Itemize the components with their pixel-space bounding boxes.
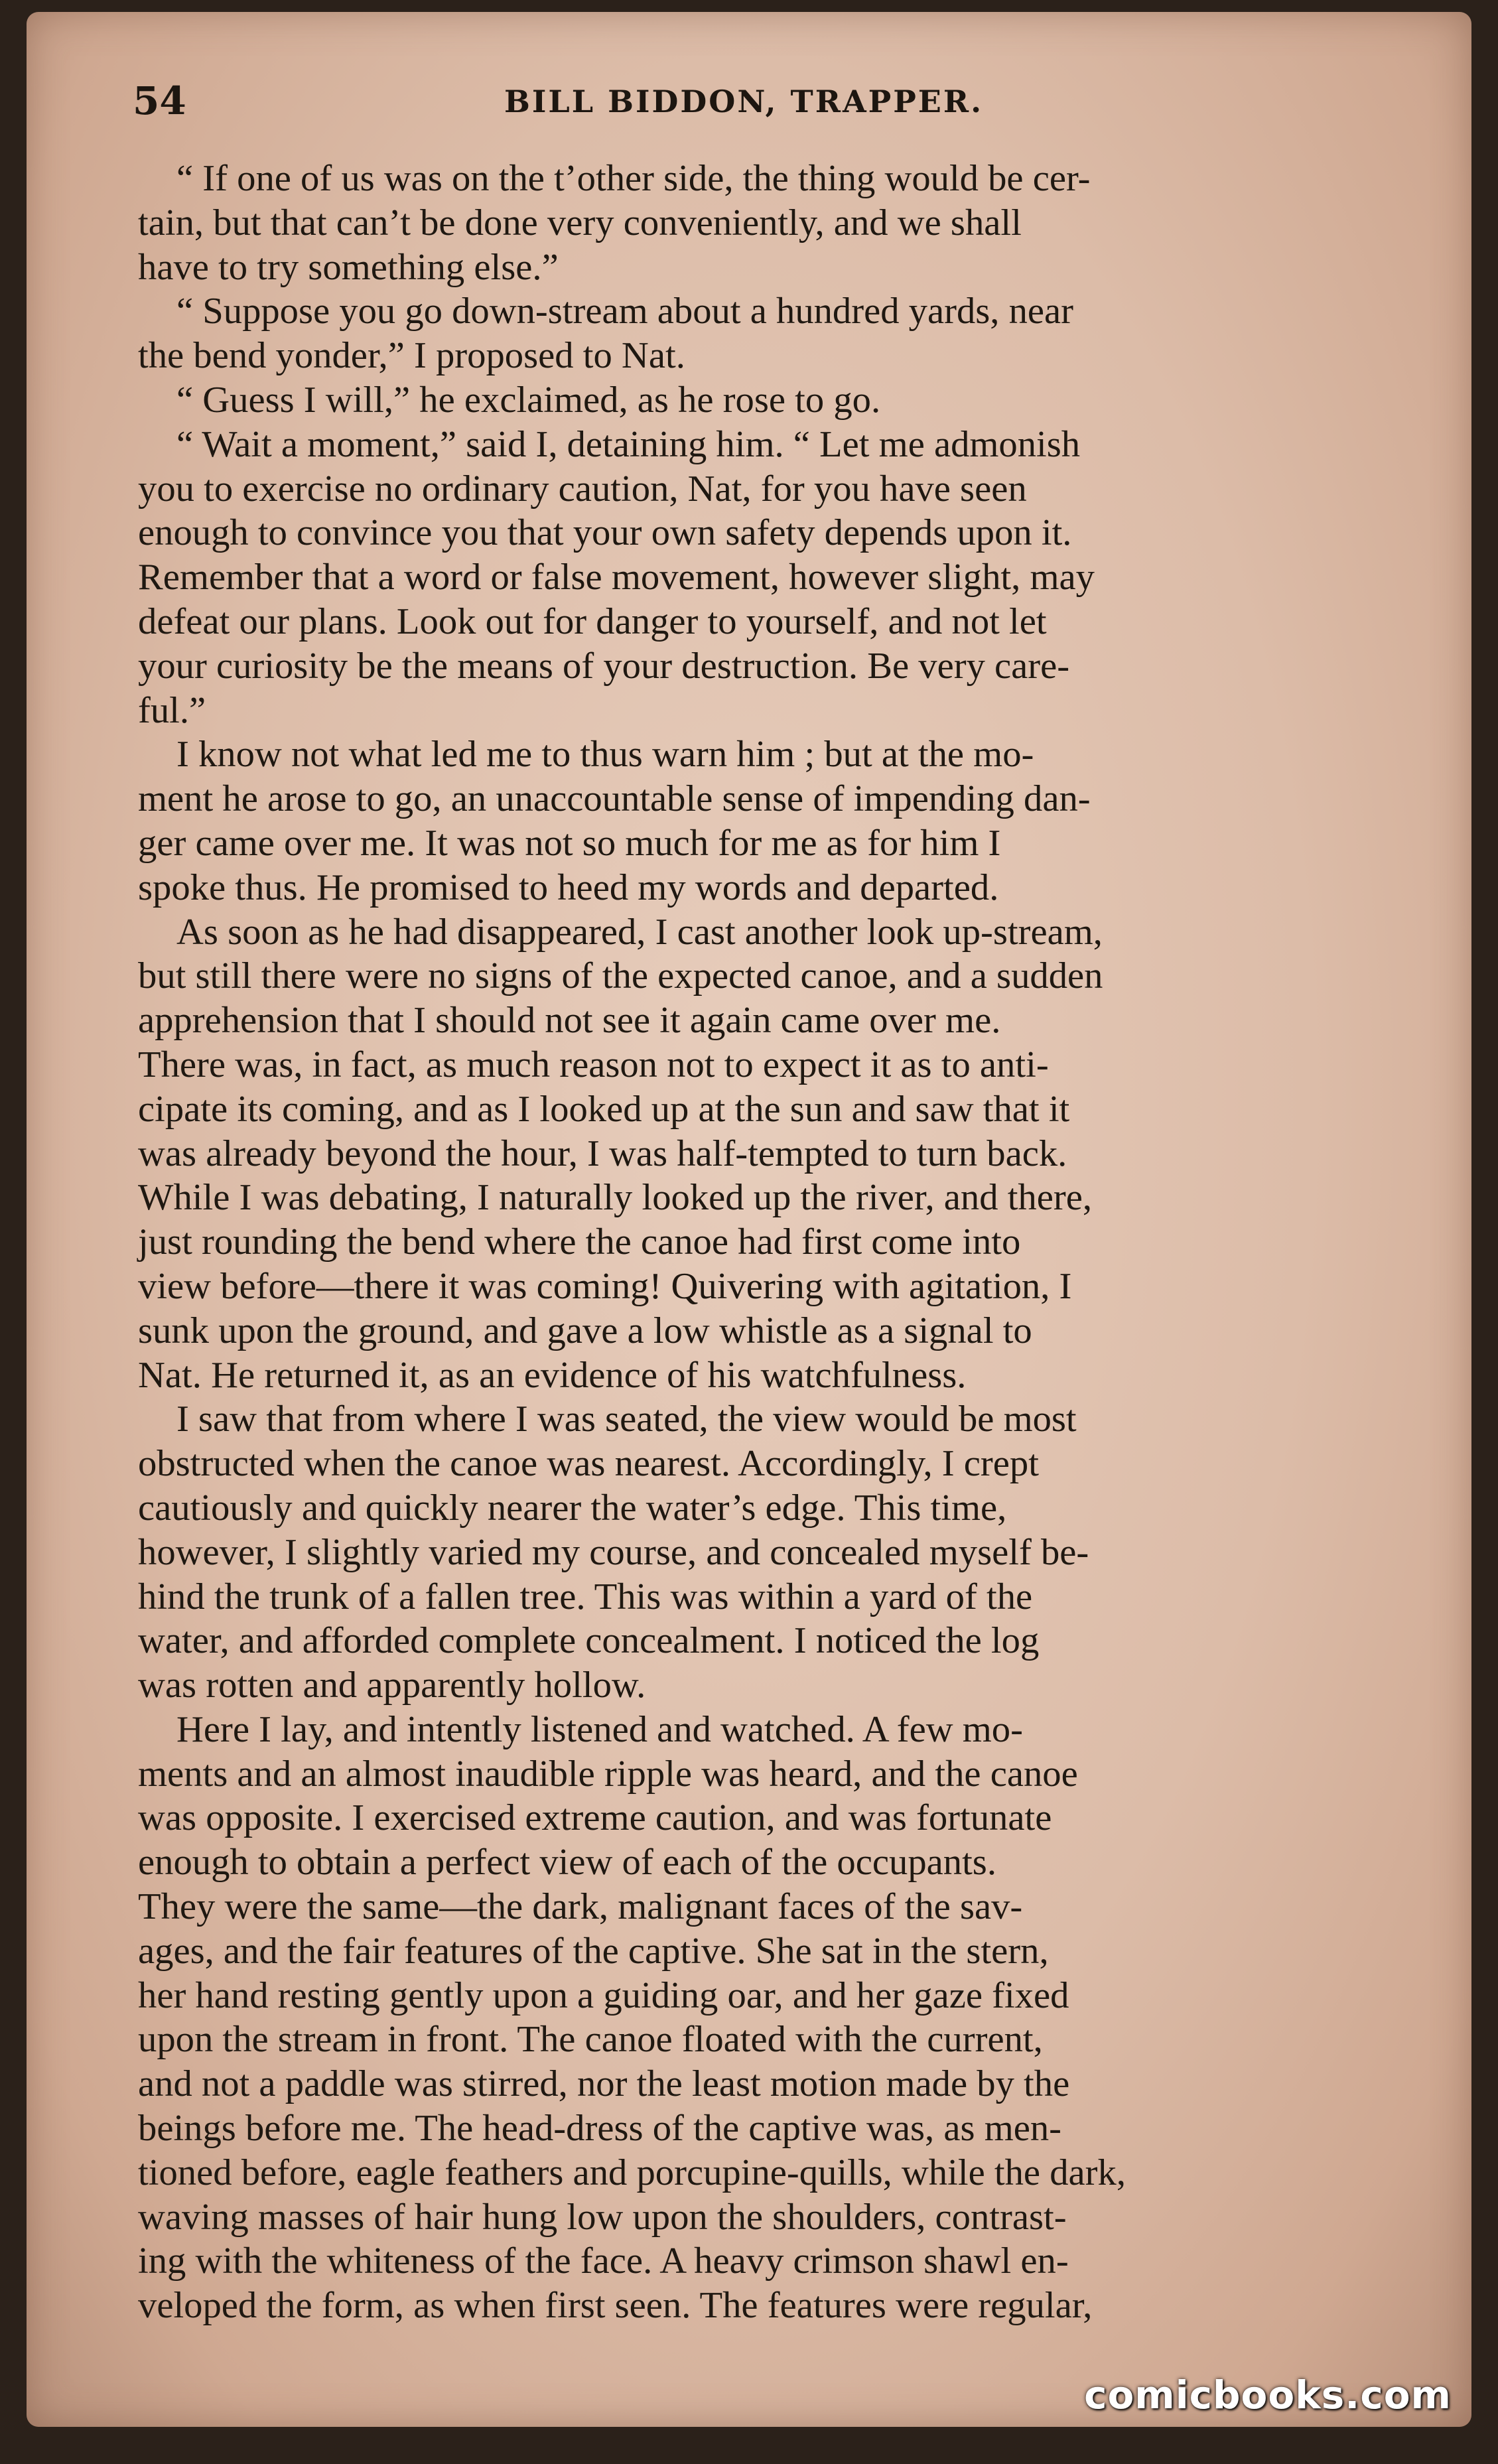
text-line: but still there were no signs of the expected canoe, and a sudden <box>138 955 1103 997</box>
text-line: hind the trunk of a fallen tree. This was within a yard of the <box>138 1576 1033 1617</box>
text-line: spoke thus. He promised to heed my words and departed. <box>138 866 999 908</box>
text-line: have to try something else.” <box>138 246 559 288</box>
text-line: her hand resting gently upon a guiding oar, and her gaze fixed <box>138 1974 1069 2016</box>
text-line: ger came over me. It was not so much for me as for him I <box>138 822 1001 864</box>
text-line: was opposite. I exercised extreme caution, and was fortunate <box>138 1797 1052 1839</box>
text-line: sunk upon the ground, and gave a low whistle as a signal to <box>138 1310 1032 1351</box>
text-line: veloped the form, as when first seen. The features were regular, <box>138 2285 1093 2327</box>
watermark: comicbooks.com <box>1084 2372 1452 2418</box>
text-line: your curiosity be the means of your destruction. Be very care- <box>138 645 1070 687</box>
text-line: “ Wait a moment,” said I, detaining him. “ Let me admonish <box>176 423 1081 465</box>
text-line: however, I slightly varied my course, and concealed myself be- <box>138 1531 1089 1573</box>
text-line: enough to convince you that your own safety depends upon it. <box>138 512 1072 554</box>
text-line: was rotten and apparently hollow. <box>138 1665 646 1706</box>
text-line: tain, but that can’t be done very conveniently, and we shall <box>138 202 1022 243</box>
text-line: beings before me. The head-dress of the captive was, as men- <box>138 2108 1062 2150</box>
text-line: water, and afforded complete concealment. I noticed the log <box>138 1620 1040 1662</box>
text-line: the bend yonder,” I proposed to Nat. <box>138 335 685 377</box>
running-head: BILL BIDDON, TRAPPER. <box>504 84 984 119</box>
text-line: “ Guess I will,” he exclaimed, as he rose to go. <box>176 379 881 421</box>
text-line: ment he arose to go, an unaccountable sense of impending dan- <box>138 778 1091 820</box>
text-line: They were the same—the dark, malignant faces of the sav- <box>138 1886 1023 1928</box>
text-line: cautiously and quickly nearer the water’s edge. This time, <box>138 1487 1007 1529</box>
body-text <box>138 157 1458 2328</box>
text-line: and not a paddle was stirred, nor the least motion made by the <box>138 2063 1070 2105</box>
text-line: “ If one of us was on the t’other side, the thing would be cer- <box>176 158 1091 199</box>
text-line: ments and an almost inaudible ripple was heard, and the canoe <box>138 1753 1078 1795</box>
text-line: enough to obtain a perfect view of each of the occupants. <box>138 1842 996 1883</box>
text-line: ful.” <box>138 689 206 731</box>
text-line: Nat. He returned it, as an evidence of his watchfulness. <box>138 1354 967 1396</box>
text-line: ing with the whiteness of the face. A heavy crimson shawl en- <box>138 2240 1069 2282</box>
text-line: cipate its coming, and as I looked up at the sun and saw that it <box>138 1088 1070 1130</box>
text-line: Here I lay, and intently listened and watched. A few mo- <box>176 1708 1023 1750</box>
text-line: I saw that from where I was seated, the view would be most <box>176 1399 1077 1440</box>
text-line: you to exercise no ordinary caution, Nat, for you have seen <box>138 468 1027 510</box>
page-header <box>133 78 1380 125</box>
text-line: just rounding the bend where the canoe had first come into <box>138 1221 1021 1263</box>
text-line: There was, in fact, as much reason not to expect it as to anti- <box>138 1044 1049 1085</box>
text-line: waving masses of hair hung low upon the shoulders, contrast- <box>138 2196 1067 2238</box>
text-line: tioned before, eagle feathers and porcupine-quills, while the dark, <box>138 2152 1126 2193</box>
text-line: view before—there it was coming! Quivering with agitation, I <box>138 1265 1072 1307</box>
text-line: obstructed when the canoe was nearest. Accordingly, I crept <box>138 1443 1039 1485</box>
text-line: “ Suppose you go down-stream about a hundred yards, near <box>176 291 1073 332</box>
text-line: was already beyond the hour, I was half-tempted to turn back. <box>138 1132 1067 1174</box>
text-line: Remember that a word or false movement, however slight, may <box>138 557 1095 598</box>
text-line: I know not what led me to thus warn him ; but at the mo- <box>176 734 1034 776</box>
text-line: upon the stream in front. The canoe floated with the current, <box>138 2019 1043 2061</box>
page-number: 54 <box>133 78 186 123</box>
text-line: apprehension that I should not see it again came over me. <box>138 1000 1001 1042</box>
text-line: As soon as he had disappeared, I cast another look up-stream, <box>176 911 1103 953</box>
text-line: ages, and the fair features of the captive. She sat in the stern, <box>138 1930 1049 1972</box>
text-line: defeat our plans. Look out for danger to yourself, and not let <box>138 600 1047 642</box>
book-page <box>27 12 1471 2427</box>
text-line: While I was debating, I naturally looked up the river, and there, <box>138 1177 1093 1219</box>
